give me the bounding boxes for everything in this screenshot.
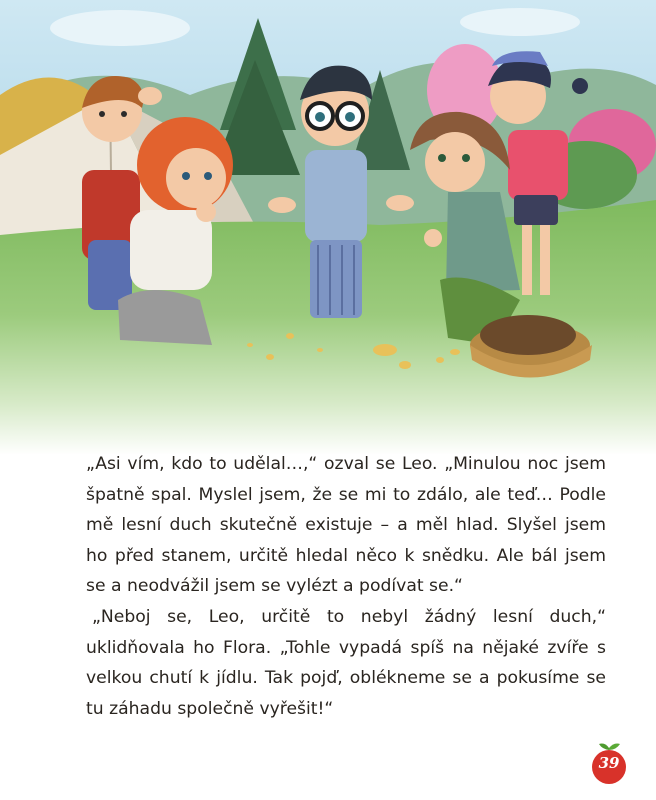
cloud [50,10,190,46]
cloud [460,8,580,36]
page-number-badge [587,741,631,785]
story-text [86,449,606,724]
story-paragraph: „Neboj se, Leo, určitě to nebyl žádný lesní duch,“ uklidňovala ho Flora. „Tohle vypadá spíš na nějaké zvíře s velkou chutí k jídlu. Tak pojď, oblékneme se a pokusíme se tu záhadu společně vyřešit!“ [86,606,606,719]
story-paragraph: „Asi vím, kdo to udělal…,“ ozval se Leo. „Minulou noc jsem špatně spal. Myslel jsem, že se mi to zdálo, ale teď… Podle mě lesní duch skutečně existuje – a měl hlad. Slyšel jsem ho před stanem, určitě hledal něco k snědku. Ale bál jsem se a neodvážil jsem se vylézt a podívat se.“ [86,454,606,597]
page-number: 39 [598,754,620,772]
